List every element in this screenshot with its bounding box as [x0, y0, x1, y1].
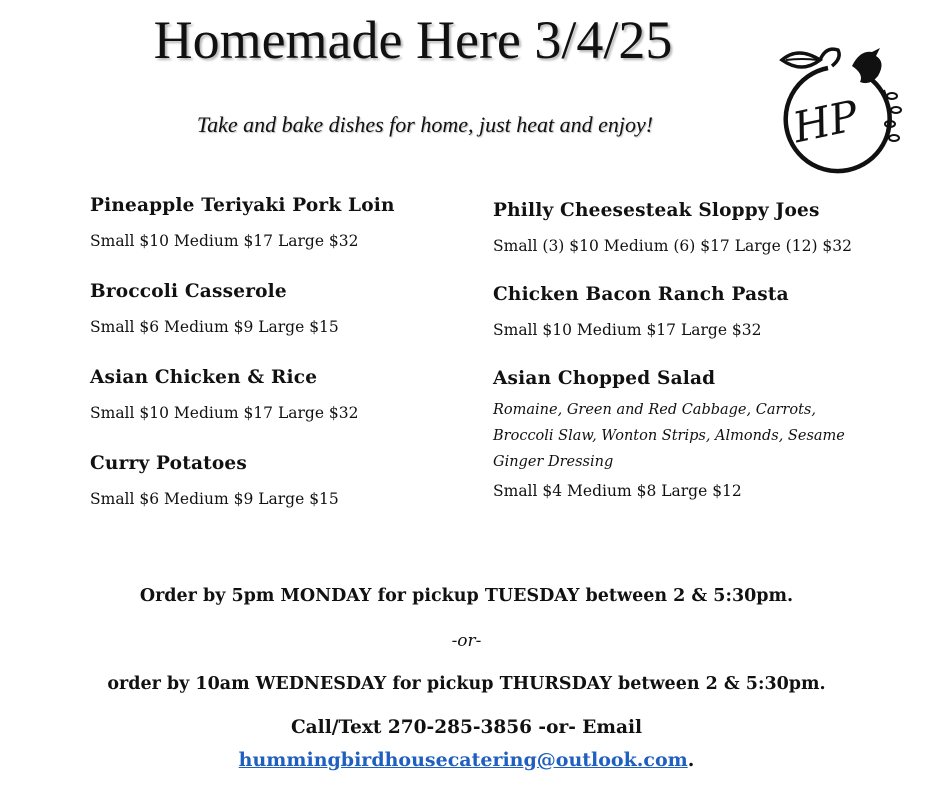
menu-item: [90, 193, 470, 279]
menu-item-description: Romaine, Green and Red Cabbage, Carrots, Broccoli Slaw, Wonton Strips, Almonds, Sesame Ginger Dressing: [493, 402, 845, 470]
menu-item-name: Asian Chicken & Rice: [90, 367, 318, 388]
menu-item: [90, 365, 470, 451]
menu-right-column: [493, 198, 893, 501]
menu-item: [90, 279, 470, 365]
menu-left-column: [90, 193, 470, 537]
menu-item: [493, 198, 893, 282]
page-subtitle: Take and bake dishes for home, just heat and enjoy!: [196, 112, 654, 137]
menu-item-price: Small $6 Medium $9 Large $15: [90, 318, 339, 336]
menu-item-name: Asian Chopped Salad: [493, 368, 716, 389]
menu-item-name: Chicken Bacon Ranch Pasta: [493, 284, 789, 305]
menu-item-price: Small $6 Medium $9 Large $15: [90, 490, 339, 508]
order-deadline-tuesday: Order by 5pm MONDAY for pickup TUESDAY between 2 & 5:30pm.: [139, 586, 794, 606]
menu-item-price: Small $10 Medium $17 Large $32: [493, 321, 762, 339]
order-deadline-thursday: order by 10am WEDNESDAY for pickup THURSDAY between 2 & 5:30pm.: [107, 674, 826, 694]
contact-email-line: [0, 749, 933, 771]
page-title: Homemade Here 3/4/25: [153, 10, 673, 70]
email-period: .: [687, 749, 695, 771]
menu-item: [493, 282, 893, 366]
menu-item: [90, 451, 470, 537]
menu-item-price: Small $4 Medium $8 Large $12: [493, 482, 742, 500]
menu-item-name: Philly Cheesesteak Sloppy Joes: [493, 200, 820, 221]
menu-item-name: Curry Potatoes: [90, 453, 248, 474]
menu-item-name: Pineapple Teriyaki Pork Loin: [90, 195, 395, 216]
menu-item-price: Small (3) $10 Medium (6) $17 Large (12) $32: [493, 237, 853, 255]
email-link[interactable]: hummingbirdhousecatering@outlook.com: [238, 749, 688, 771]
hummingbird-house-logo: [768, 40, 908, 176]
menu-item-price: Small $10 Medium $17 Large $32: [90, 404, 359, 422]
menu-item-price: Small $10 Medium $17 Large $32: [90, 232, 359, 250]
contact-phone-line: Call/Text 270-285-3856 -or- Email: [290, 717, 643, 738]
logo-monogram: HP: [788, 90, 863, 153]
menu-item-name: Broccoli Casserole: [90, 281, 287, 302]
menu-item: [493, 366, 893, 501]
or-separator: -or-: [451, 631, 482, 651]
